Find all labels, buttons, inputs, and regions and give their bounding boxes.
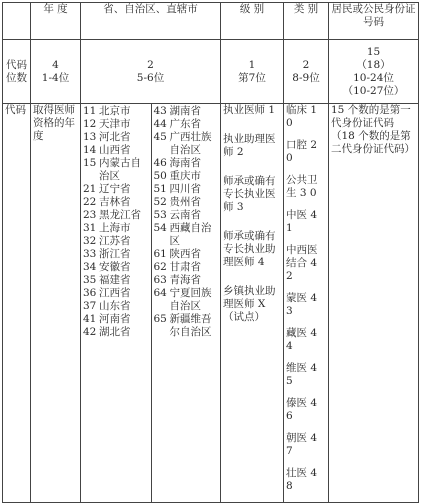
province-code: 62: [153, 261, 167, 273]
header-corner: [3, 3, 31, 40]
id-description: [329, 104, 419, 503]
province-entry: [83, 248, 149, 261]
province-name: 四川省: [169, 183, 201, 195]
province-code: 15: [83, 157, 97, 169]
category-item: 蒙医 4 3: [286, 292, 318, 317]
province-entry: [83, 235, 149, 248]
province-code: 42: [83, 326, 97, 338]
province-entry: [154, 105, 219, 118]
province-entry: [154, 118, 219, 131]
province-name: 西藏自治区: [169, 222, 212, 247]
province-name: 青海省: [169, 274, 201, 286]
province-code: 32: [83, 235, 97, 247]
province-entry: [154, 248, 219, 261]
header-level: 级 别: [221, 3, 284, 40]
province-name: 重庆市: [169, 170, 201, 182]
province-entry: [154, 170, 219, 183]
level-item: 师承或确有专长执业助理医师 4: [223, 230, 276, 268]
province-code: 61: [153, 248, 167, 260]
province-code: 44: [153, 118, 167, 130]
province-name: 甘肃省: [169, 261, 201, 273]
id-digit-count-alt: （18）: [356, 58, 391, 71]
province-code: 36: [83, 287, 97, 299]
province-entry: [83, 261, 149, 274]
category-item: 藏医 4 4: [286, 327, 318, 352]
province-code: 23: [83, 209, 97, 221]
province-name: 海南省: [169, 157, 201, 169]
province-digits: [81, 40, 221, 104]
province-name: 内蒙古自治区: [99, 157, 141, 182]
province-code: 13: [83, 131, 97, 143]
province-code: 50: [153, 170, 167, 182]
year-digit-position: 1-4位: [41, 71, 70, 84]
province-code: 11: [83, 105, 97, 117]
province-code: 63: [153, 274, 167, 286]
level-digit-position: 第7位: [238, 71, 266, 84]
header-province: 省、自治区、直辖市: [81, 3, 221, 40]
category-item: 口腔 2 0: [286, 139, 318, 164]
province-name: 云南省: [169, 209, 201, 221]
row-label-digits: 代码位数: [3, 40, 31, 104]
province-entry: [83, 144, 149, 157]
category-item: 壮医 4 8: [286, 467, 318, 492]
province-name: 江西省: [99, 287, 131, 299]
code-length-row: [3, 40, 419, 104]
province-entry: [83, 326, 149, 339]
province-name: 北京市: [99, 105, 131, 117]
province-entry: [83, 274, 149, 287]
level-item: 执业助理医师 2: [223, 133, 276, 158]
category-item: 中西医结合 4 2: [286, 244, 318, 282]
year-digits: [31, 40, 81, 104]
category-digits: [284, 40, 329, 104]
province-entry: [154, 222, 219, 248]
province-entry: [154, 313, 219, 339]
year-digit-count: 4: [52, 58, 59, 71]
province-digit-count: 2: [147, 58, 154, 71]
category-item: 临床 1 0: [286, 104, 318, 129]
province-entry: [83, 118, 149, 131]
province-name: 河北省: [99, 131, 131, 143]
province-code: 14: [83, 144, 97, 156]
province-code: 37: [83, 300, 97, 312]
level-digits: [221, 40, 284, 104]
province-code: 64: [153, 287, 167, 299]
province-code: 33: [83, 248, 97, 260]
category-digit-position: 8-9位: [292, 71, 320, 84]
id-digits: [329, 40, 419, 104]
province-code: 53: [153, 209, 167, 221]
province-name: 上海市: [99, 222, 131, 234]
level-item: 乡镇执业助理医师 X（试点）: [223, 285, 276, 323]
province-entry: [154, 209, 219, 222]
id-note-second: （18 个数的是第二代身份证代码）: [331, 130, 415, 155]
province-entry: [83, 105, 149, 118]
province-name: 黑龙江省: [99, 209, 141, 221]
level-item: 执业医师 1: [223, 104, 276, 116]
province-name: 宁夏回族自治区: [169, 287, 212, 312]
province-name: 浙江省: [99, 248, 131, 260]
province-code: 65: [153, 313, 167, 325]
province-name: 天津市: [99, 118, 131, 130]
province-name: 湖北省: [99, 326, 131, 338]
province-entry: [154, 261, 219, 274]
id-note-first: 15 个数的是第一代身份证代码: [331, 104, 411, 129]
header-id: 居民或公民身份证号码: [329, 3, 419, 40]
header-year: 年 度: [31, 3, 81, 40]
province-code: 51: [153, 183, 167, 195]
category-item: 傣医 4 6: [286, 397, 318, 422]
province-name: 广东省: [169, 118, 201, 130]
province-code: 41: [83, 313, 97, 325]
province-code: 12: [83, 118, 97, 130]
id-digit-count: 15: [366, 45, 381, 58]
category-item: 维医 4 5: [286, 362, 318, 387]
province-list: [81, 104, 221, 503]
province-code: 35: [83, 274, 97, 286]
province-code: 31: [83, 222, 97, 234]
province-list-left: [81, 104, 151, 502]
code-table: [2, 2, 419, 503]
province-entry: [154, 157, 219, 170]
province-entry: [83, 222, 149, 235]
category-item: 公共卫生 3 0: [286, 174, 318, 199]
province-entry: [83, 287, 149, 300]
province-entry: [154, 183, 219, 196]
province-entry: [83, 131, 149, 144]
province-name: 湖南省: [169, 105, 201, 117]
province-code: 54: [153, 222, 167, 234]
province-name: 河南省: [99, 313, 131, 325]
province-entry: [154, 274, 219, 287]
province-entry: [154, 196, 219, 209]
province-code: 45: [153, 131, 167, 143]
province-entry: [83, 183, 149, 196]
province-digit-position: 5-6位: [136, 71, 165, 84]
province-name: 吉林省: [99, 196, 131, 208]
category-item: 中医 4 1: [286, 209, 318, 234]
category-list: [284, 104, 329, 503]
province-code: 34: [83, 261, 97, 273]
province-code: 46: [153, 157, 167, 169]
id-digit-position: 10-24位: [353, 71, 394, 84]
province-entry: [83, 313, 149, 326]
province-name: 贵州省: [169, 196, 201, 208]
province-name: 广西壮族自治区: [169, 131, 212, 156]
province-entry: [83, 196, 149, 209]
header-category: 类 别: [284, 3, 329, 40]
province-code: 43: [153, 105, 167, 117]
province-name: 陕西省: [169, 248, 201, 260]
province-code: 22: [83, 196, 97, 208]
province-entry: [83, 209, 149, 222]
level-digit-count: 1: [248, 58, 256, 71]
header-row: [3, 3, 419, 40]
province-name: 福建省: [99, 274, 131, 286]
code-row: [3, 104, 419, 503]
id-digit-position-alt: （10-27位）: [342, 84, 405, 97]
province-name: 新疆维吾尔自治区: [169, 313, 212, 338]
row-label-code: 代码: [3, 104, 31, 503]
province-name: 安徽省: [99, 261, 131, 273]
province-code: 21: [83, 183, 97, 195]
province-name: 辽宁省: [99, 183, 131, 195]
level-list: [221, 104, 284, 503]
level-item: 师承或确有专长执业医师 3: [223, 175, 276, 213]
province-entry: [83, 157, 149, 183]
province-entry: [154, 287, 219, 313]
province-entry: [83, 300, 149, 313]
province-name: 江苏省: [99, 235, 131, 247]
province-code: 52: [153, 196, 167, 208]
province-list-right: [151, 104, 221, 502]
province-entry: [154, 131, 219, 157]
province-name: 山西省: [99, 144, 131, 156]
province-name: 山东省: [99, 300, 131, 312]
category-digit-count: 2: [302, 58, 310, 71]
year-description: 取得医师资格的年度: [31, 104, 81, 503]
category-item: 朝医 4 7: [286, 432, 318, 457]
